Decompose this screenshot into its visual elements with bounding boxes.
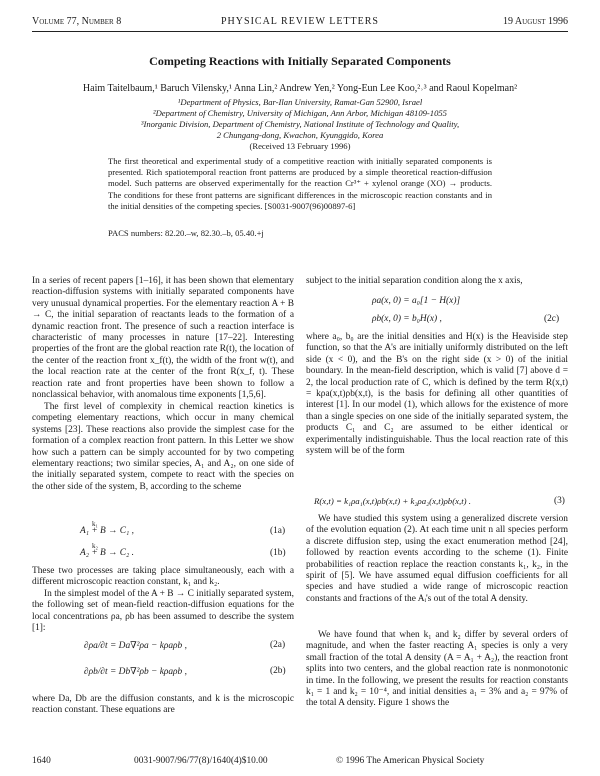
equation-3: R(x,t) = k₁ρa₁(x,t)ρb(x,t) + k₂ρa₂(x,t)ρb(x,t) . xyxy=(314,496,471,506)
equation-2c-line-1: ρa(x, 0) = a₀[1 − H(x)] xyxy=(372,296,461,306)
received-date: (Received 13 February 1996) xyxy=(249,141,351,151)
right-column-paragraph-4: We have found that when k₁ and k₂ differ by several orders of magnitude, and when the faster reacting A₁ species is only a very small fraction of the total A density (A = A₁ + A₂), the reaction front splits into two centers, and the global reaction rate is nonmonotonic in time. In the following, we present the results for reaction constants k₁ = 1 and k₂ = 10⁻⁴, and initial densities a₁ = 3% and a₂ = 97% of the total A density. Figure 1 shows the xyxy=(306,630,568,709)
equation-1b-rate-constant: k₂ xyxy=(92,542,98,550)
equation-3-number: (3) xyxy=(554,496,565,506)
left-column-paragraph-4: In the simplest model of the A + B → C initially separated system, the following set of mean-field reaction-diffusion equations for the local concentrations ρa, ρb has been assumed to describe the system [1]: xyxy=(32,589,294,634)
journal-name: PHYSICAL REVIEW LETTERS xyxy=(221,16,379,27)
equation-1b: A₂ + B → C₂ . xyxy=(80,548,134,558)
issue-date: 19 August 1996 xyxy=(502,16,568,27)
header-rule xyxy=(32,31,568,32)
left-column-paragraph-2: The first level of complexity in chemical reaction kinetics is competing elementary reactions, which occur in many chemical systems [23]. These reactions also provide the simplest case for the formation of a complex reaction front pattern. In this Letter we show how such a pattern can be simply accounted for by two competing elementary reactions; two similar species, A₁ and A₂, on one side of the initially separated system, compete to react with the species on the other side of the system, B, according to the scheme xyxy=(32,402,294,492)
pacs-numbers: PACS numbers: 82.20.–w, 82.30.–b, 05.40.+j xyxy=(108,228,264,238)
author-list: Haim Taitelbaum,¹ Baruch Vilensky,¹ Anna Lin,² Andrew Yen,² Yong-Eun Lee Koo,²˒³ and Raoul Kopelman² xyxy=(82,83,518,94)
right-column-paragraph-1: subject to the initial separation condition along the x axis, xyxy=(306,276,523,286)
affiliation-3-address: 2 Chungang-dong, Kwachon, Kyunggido, Korea xyxy=(216,130,384,140)
left-column-paragraph-3: These two processes are taking place simultaneously, each with a different microscopic reaction constant, k₁ and k₂. xyxy=(32,566,294,588)
equation-2a: ∂ρa/∂t = Da∇²ρa − kρaρb , xyxy=(84,641,187,651)
equation-1a-number: (1a) xyxy=(270,526,286,536)
volume-number: Volume 77, Number 8 xyxy=(32,16,122,27)
left-column-paragraph-1: In a series of recent papers [1–16], it has been shown that elementary reaction-diffusion systems with initially separated components have very unusual dynamical properties. For the elementary reaction A + B → C, the initial separation of reactants leads to the formation of a dynamic reaction front. The presence of such a reaction interface is characteristic of many processes in nature [17–22]. Interesting properties of the front are the global reaction rate R(t), the location of the center of the reaction front x_f(t), the width of the front w(t), and the local reaction rate at the center of the front R(x_f, t). These reaction rate and front properties have been shown to follow a nonclassical behavior, with anomalous time exponents [1,5,6]. xyxy=(32,276,294,401)
copyright: © 1996 The American Physical Society xyxy=(336,756,485,766)
equation-2b-number: (2b) xyxy=(270,666,286,676)
right-column-paragraph-3: We have studied this system using a generalized discrete version of the evolution equation (2). At each time unit n all species perform a discrete diffusion step, using the exact enumeration method [24], followed by reaction events according to the scheme (1). Finite probabilities of reaction replace the reaction constants k₁, k₂, in the spirit of [5]. We have assumed equal diffusion coefficients for all species and have studied a wide range of microscopic reaction constants and fractions of the Aᵢ's out of the total A density. xyxy=(306,514,568,604)
equation-2b: ∂ρb/∂t = Db∇²ρb − kρaρb , xyxy=(84,667,187,677)
affiliation-3: ³Inorganic Division, Department of Chemistry, National Institute of Technology and Quality, xyxy=(140,119,460,129)
left-column-paragraph-5: where Da, Db are the diffusion constants, and k is the microscopic reaction constant. These equations are xyxy=(32,694,294,716)
equation-2c-line-2: ρb(x, 0) = b₀H(x) , xyxy=(372,314,442,324)
equation-2c-number: (2c) xyxy=(544,314,560,324)
equation-1a: A₁ + B → C₁ , xyxy=(80,526,134,536)
equation-1a-rate-constant: k₁ xyxy=(92,520,98,528)
page-footer xyxy=(32,756,568,770)
paper-title: Competing Reactions with Initially Separated Components xyxy=(149,54,451,68)
page-number: 1640 xyxy=(32,756,51,766)
running-header xyxy=(32,16,568,30)
affiliation-1: ¹Department of Physics, Bar-Ilan University, Ramat-Gan 52900, Israel xyxy=(177,97,423,107)
equation-2a-number: (2a) xyxy=(270,640,286,650)
equation-1b-number: (1b) xyxy=(270,548,286,558)
affiliation-2: ²Department of Chemistry, University of Michigan, Ann Arbor, Michigan 48109-1055 xyxy=(153,108,447,118)
article-code: 0031-9007/96/77(8)/1640(4)$10.00 xyxy=(134,756,268,766)
abstract: The first theoretical and experimental study of a competitive reaction with initially separated components is presented. Rich spatiotemporal reaction front patterns are produced by a simple theoretical reaction-diffusion model. Such patterns are observed experimentally for the reaction Cr³⁺ + xylenol orange (XO) → products. The conditions for these front patterns are significant differences in the microscopic reaction constants and in the initial densities of the competing species. [S0031-9007(96)00897-6] xyxy=(108,156,492,211)
right-column-paragraph-2: where a₀, b₀ are the initial densities and H(x) is the Heaviside step function, so that the A's are initially uniformly distributed on the left side (x < 0), and the B's on the right side (x > 0) of the initial boundary. In the mean-field description, which is valid [7] above d = 2, the local production rate of C, which is defined by the term R(x,t) = kρa(x,t)ρb(x,t), is the basis for defining all other quantities of interest [1]. In our model (1), which allows for the existence of more than a single species on one side of the initially separated system, the products C₁ and C₂ are assumed to be either identical or experimentally indistinguishable. Thus the local reaction rate of this system will be of the form xyxy=(306,332,568,457)
